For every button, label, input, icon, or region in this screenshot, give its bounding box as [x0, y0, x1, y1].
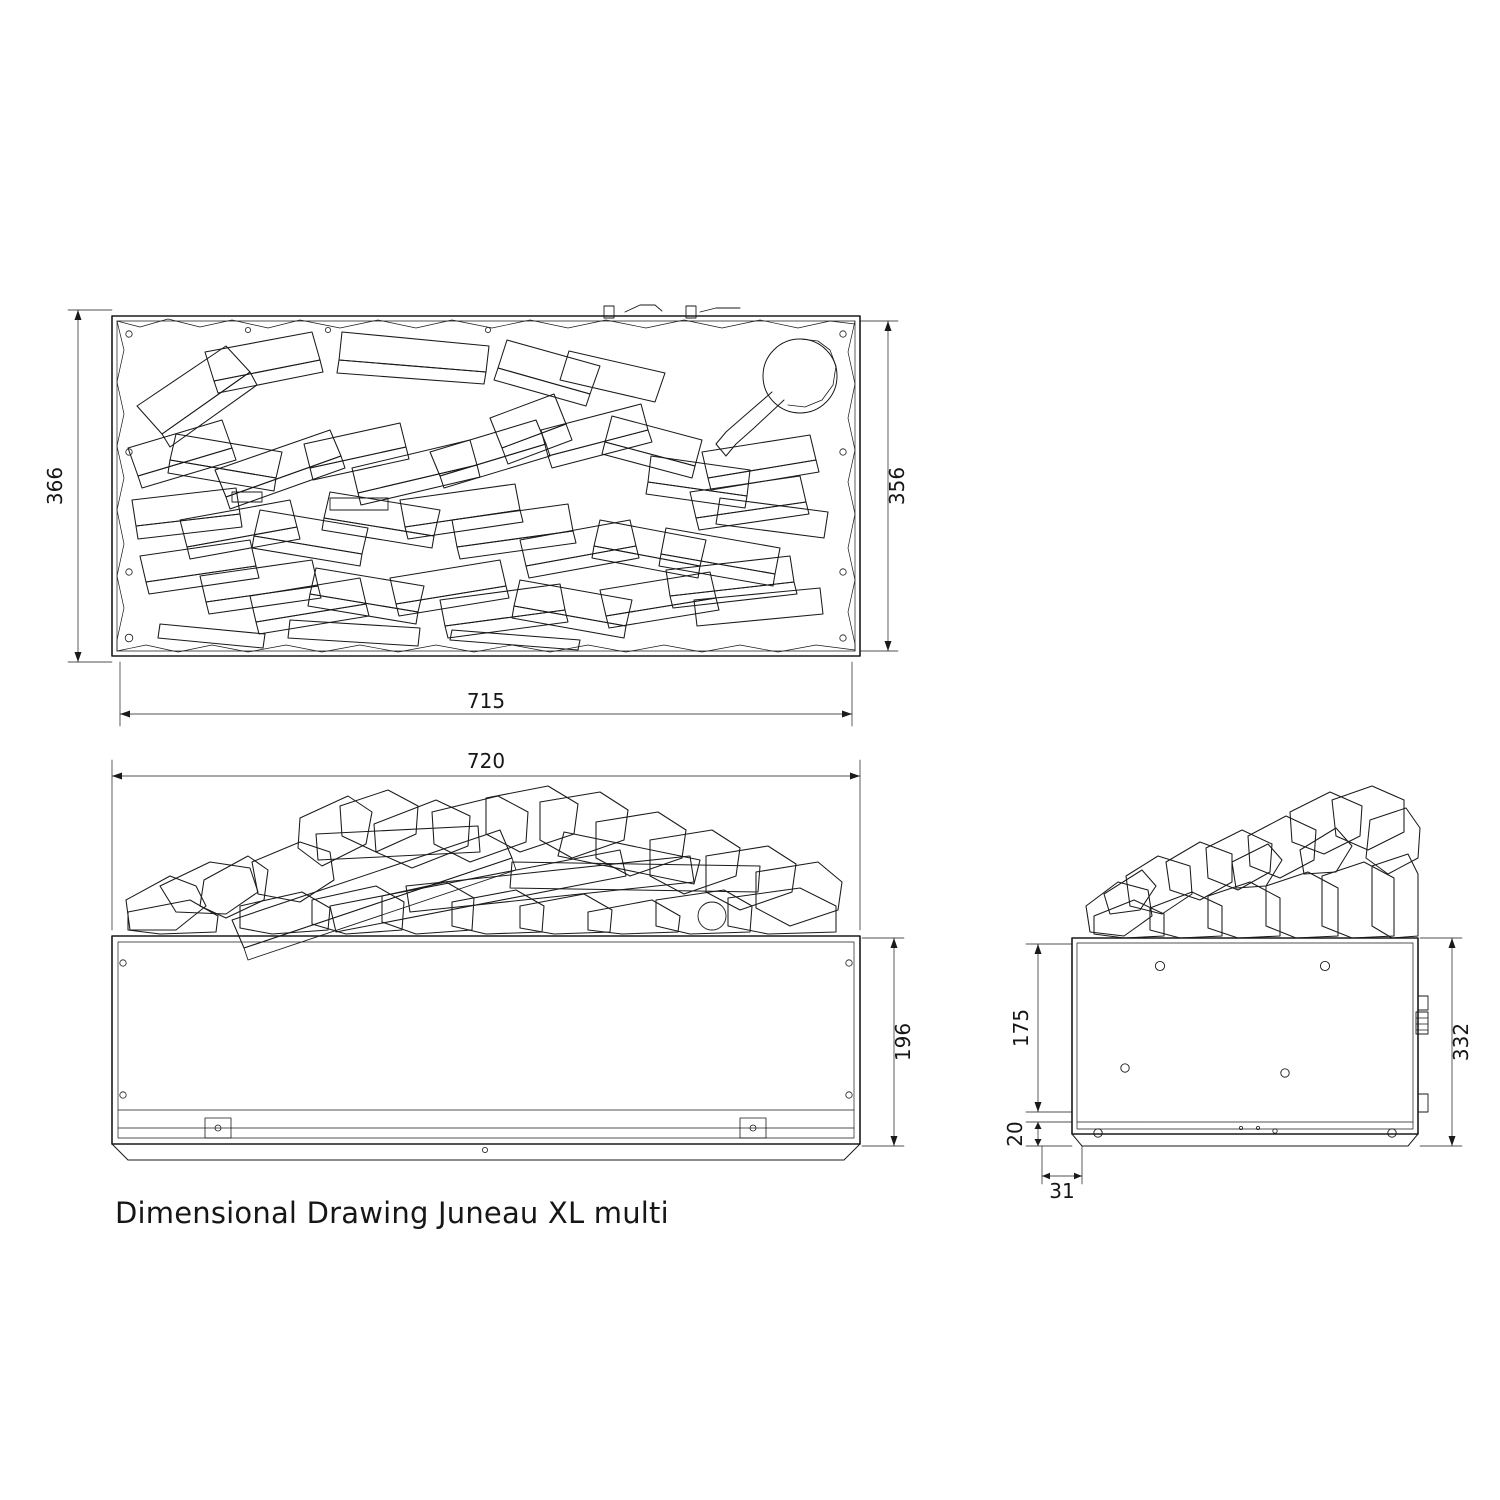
- dim-720: [112, 760, 860, 930]
- drawing-caption: Dimensional Drawing Juneau XL multi: [115, 1196, 669, 1230]
- side-view-group: [1026, 786, 1462, 1184]
- dim-label-332: 332: [1449, 1022, 1473, 1062]
- dim-label-175: 175: [1009, 1008, 1033, 1048]
- dim-label-31: 31: [1049, 1179, 1075, 1203]
- dim-label-366: 366: [43, 466, 67, 506]
- dim-label-356: 356: [885, 466, 909, 506]
- front-view-group: [68, 305, 898, 726]
- dim-20: [1026, 1122, 1072, 1146]
- dim-label-715: 715: [466, 689, 506, 713]
- top-view-group: [112, 760, 904, 1160]
- dim-366: [68, 310, 112, 662]
- dim-label-20: 20: [1003, 1121, 1027, 1147]
- dim-label-720: 720: [466, 749, 506, 773]
- dim-label-196: 196: [891, 1022, 915, 1062]
